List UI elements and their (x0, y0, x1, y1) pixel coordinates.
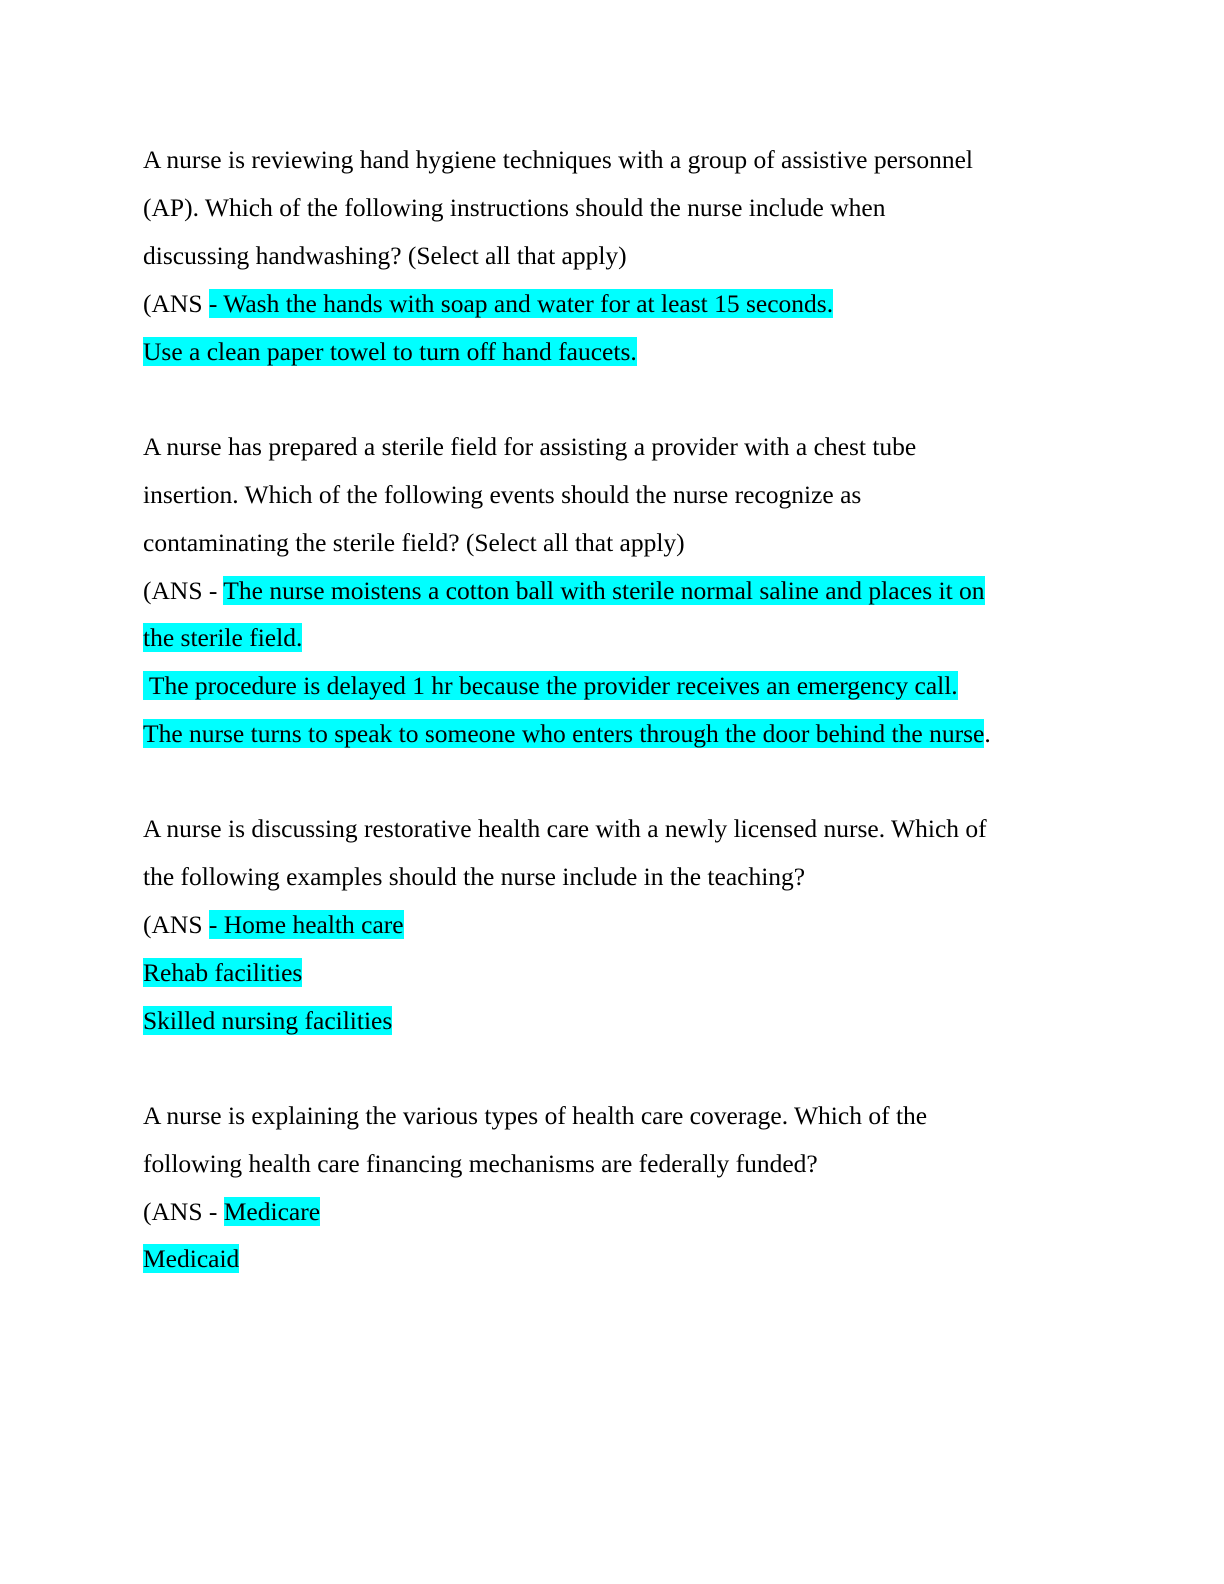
answer-highlight: Skilled nursing facilities (143, 1006, 393, 1035)
question-1-answer-line-2 (143, 334, 637, 370)
question-2-line-3: contaminating the sterile field? (Select all that apply) (143, 528, 685, 557)
answer-highlight: Use a clean paper towel to turn off hand faucets. (143, 337, 637, 366)
answer-highlight: The nurse moistens a cotton ball with sterile normal saline and places it on (223, 576, 985, 605)
question-3-answer-line-3 (143, 1003, 392, 1039)
question-2-line-2: insertion. Which of the following events should the nurse recognize as (143, 480, 862, 509)
answer-prefix: (ANS - (143, 1197, 224, 1226)
question-1-line-1: A nurse is reviewing hand hygiene techniques with a group of assistive personnel (143, 145, 973, 174)
question-4-answer-line-2 (143, 1241, 239, 1277)
question-4-line-2: following health care financing mechanisms are federally funded? (143, 1149, 818, 1178)
answer-highlight: - Wash the hands with soap and water for at least 15 seconds. (208, 289, 834, 318)
question-2-answer-line-1 (143, 573, 985, 609)
answer-trailing-period: . (984, 719, 991, 748)
answer-highlight: Medicare (223, 1197, 321, 1226)
answer-highlight: the sterile field. (143, 623, 303, 652)
question-3-line-2: the following examples should the nurse include in the teaching? (143, 862, 806, 891)
question-2-answer-line-3 (143, 668, 958, 704)
question-4-line-1: A nurse is explaining the various types of health care coverage. Which of the (143, 1101, 928, 1130)
answer-highlight: The nurse turns to speak to someone who enters through the door behind the nurse (143, 719, 985, 748)
question-3-line-1: A nurse is discussing restorative health care with a newly licensed nurse. Which of (143, 814, 987, 843)
question-1-line-2: (AP). Which of the following instructions should the nurse include when (143, 193, 886, 222)
question-1-answer-line-1 (143, 286, 833, 322)
question-2-answer-line-2 (143, 620, 302, 656)
answer-prefix: (ANS (143, 910, 209, 939)
question-2-line-1: A nurse has prepared a sterile field for assisting a provider with a chest tube (143, 432, 917, 461)
question-3-answer-line-2 (143, 955, 302, 991)
answer-highlight: Medicaid (143, 1244, 240, 1273)
question-2-answer-line-4 (143, 716, 991, 752)
question-4-answer-line-1 (143, 1194, 320, 1230)
answer-highlight: Rehab facilities (143, 958, 303, 987)
question-1-line-3: discussing handwashing? (Select all that apply) (143, 241, 627, 270)
answer-highlight: - Home health care (208, 910, 404, 939)
answer-prefix: (ANS (143, 289, 209, 318)
question-3-answer-line-1 (143, 907, 404, 943)
answer-prefix: (ANS - (143, 576, 224, 605)
answer-highlight: The procedure is delayed 1 hr because the provider receives an emergency call. (143, 671, 958, 700)
